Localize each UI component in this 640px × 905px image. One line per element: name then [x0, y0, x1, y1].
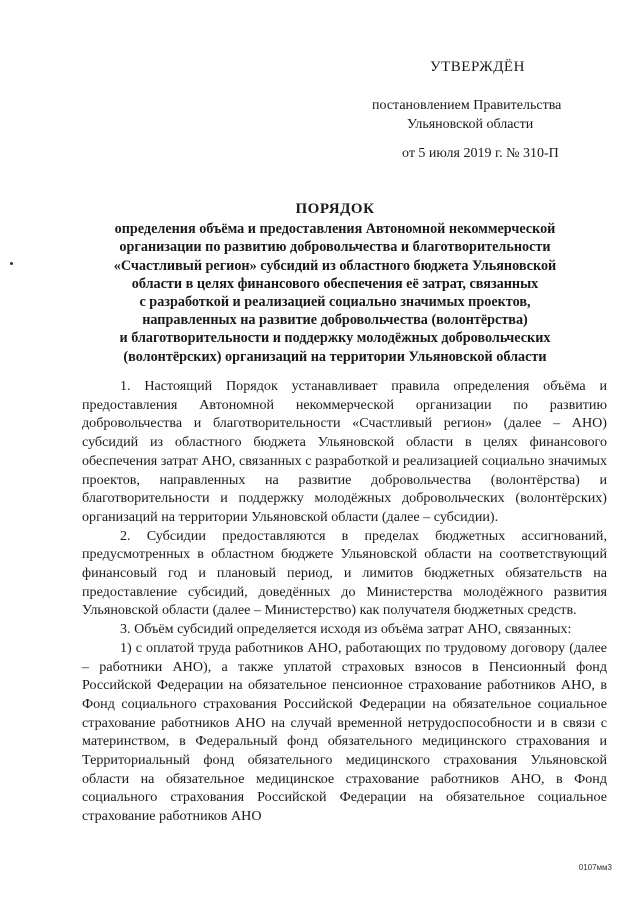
title-line: направленных на развитие добровольчества (волонтёрства)	[142, 312, 528, 329]
title-line: и благотворительности и поддержку молодёжных добровольческих	[119, 330, 551, 347]
document-body	[82, 377, 607, 826]
stray-dot	[10, 262, 13, 265]
approval-heading: УТВЕРЖДЁН	[430, 59, 525, 75]
paragraph-1: 1. Настоящий Порядок устанавливает правила определения объёма и предоставления Автономной некоммерческой организации по развитию добровольчества и благотворительности «Счастливый регион» (далее – АНО) субсидий из областного бюджета Ульяновской области в целях финансового обеспечения затрат АНО, связанных с разработкой и реализацией социально значимых проектов, направленных на развитие добровольчества (волонтёрства) и благотворительности и поддержку молодёжных добровольческих (волонтёрских) организаций на территории Ульяновской области (далее – субсидии).	[82, 378, 607, 525]
title-line: определения объёма и предоставления Автономной некоммерческой	[114, 221, 556, 238]
title-line: «Счастливый регион» субсидий из областного бюджета Ульяновской	[113, 257, 557, 274]
title-line: организации по развитию добровольчества и благотворительности	[119, 239, 551, 256]
approval-line-resolution: постановлением Правительства	[372, 98, 562, 113]
title-line: (волонтёрских) организаций на территории Ульяновской области	[123, 348, 547, 365]
approval-line-region: Ульяновской области	[407, 117, 534, 132]
paragraph-3-item-1: 1) с оплатой труда работников АНО, работающих по трудовому договору (далее – работники АНО), а также уплатой страховых взносов в Пенсионный фонд Российской Федерации на обязательное пенсионное страхование работников АНО, в Фонд социального страхования Российской Федерации на обязательное социальное страхование работников АНО на случай временной нетрудоспособности и в связи с материнством, в Федеральный фонд обязательного медицинского страхования и Территориальный фонд обязательного медицинского страхования Ульяновской области на обязательное медицинское страхование работников АНО, в Фонд социального страхования Российской Федерации на обязательное социальное страхование работников АНО	[82, 639, 607, 825]
paragraph-3: 3. Объём субсидий определяется исходя из объёма затрат АНО, связанных:	[120, 621, 572, 638]
document-code: 0107мм3	[578, 863, 612, 872]
document-title	[95, 200, 575, 366]
approval-line-date-number: от 5 июля 2019 г. № 310-П	[402, 146, 559, 161]
title-heading: ПОРЯДОК	[295, 201, 375, 217]
title-line: области в целях финансового обеспечения её затрат, связанных	[131, 275, 539, 292]
paragraph-2: 2. Субсидии предоставляются в пределах бюджетных ассигнований, предусмотренных в областном бюджете Ульяновской области на соответствующий финансовый год и плановый период, и лимитов бюджетных обязательств на предоставление субсидий, доведённых до Министерства молодёжного развития Ульяновской области (далее – Министерство) как получателя бюджетных средств.	[82, 527, 607, 619]
title-line: с разработкой и реализацией социально значимых проектов,	[139, 294, 531, 311]
